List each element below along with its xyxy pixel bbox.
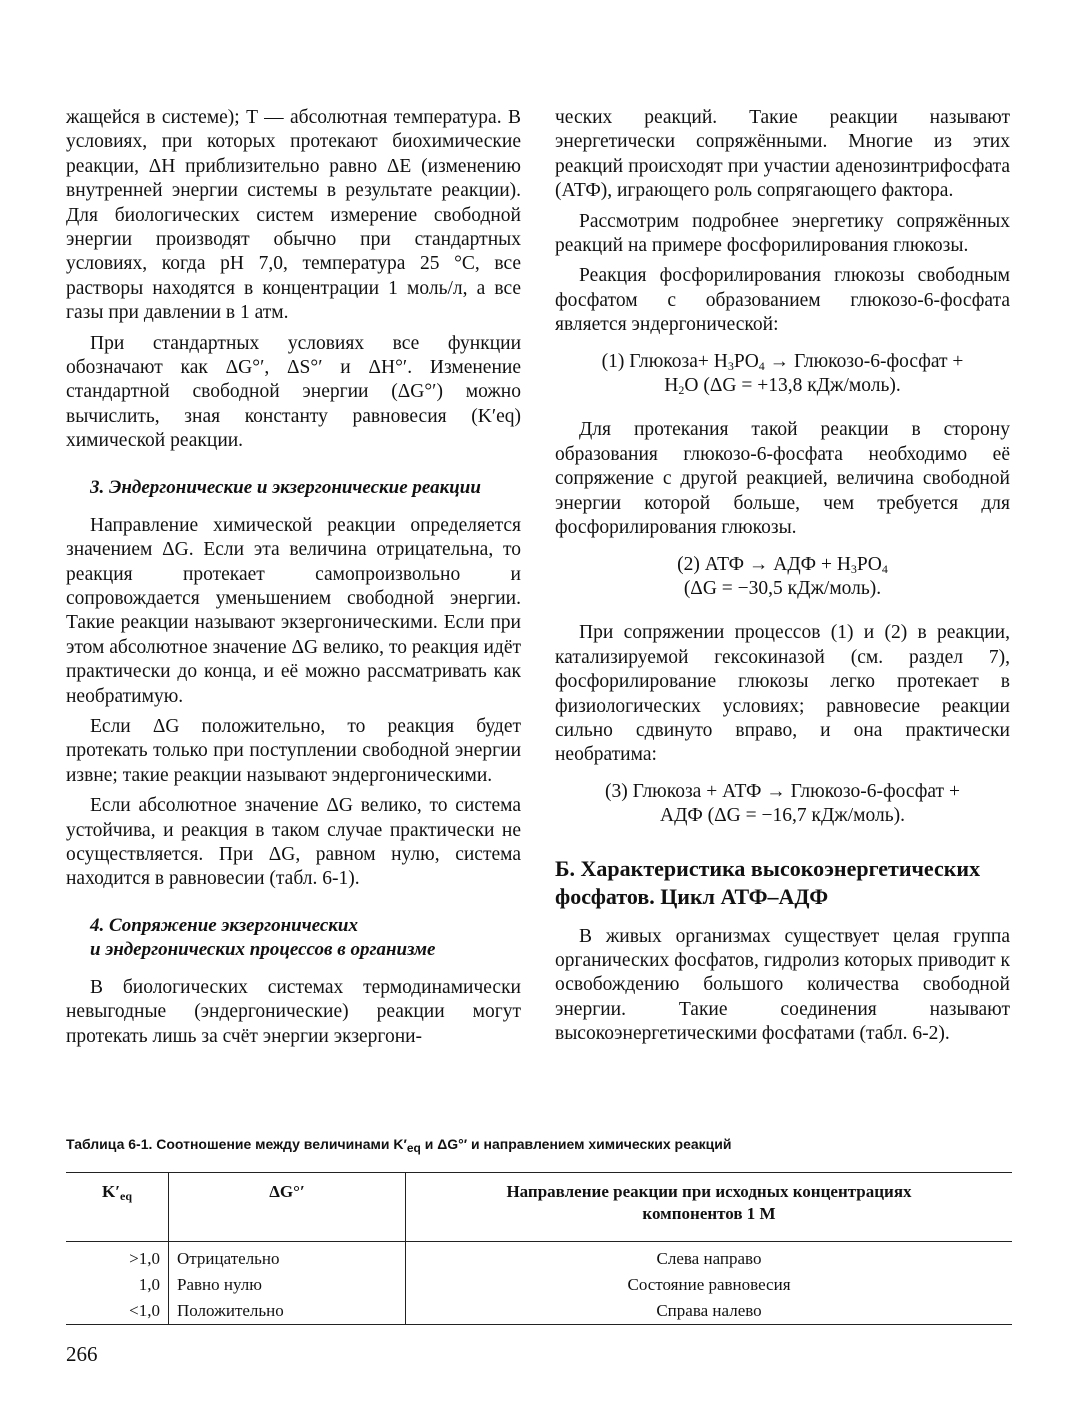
header-text: ΔG°′ bbox=[269, 1182, 305, 1201]
cell-dg: Равно нулю bbox=[169, 1272, 406, 1298]
eq-text: H bbox=[664, 375, 679, 397]
page-number: 266 bbox=[66, 1342, 98, 1366]
header-keq bbox=[66, 1173, 169, 1242]
cell-keq: >1,0 bbox=[129, 1249, 160, 1268]
header-dg bbox=[169, 1173, 406, 1242]
caption-text: Таблица 6-1. Соотношение между величинами K′ bbox=[66, 1136, 407, 1152]
eq-sub: 4 bbox=[881, 561, 888, 576]
right-column bbox=[555, 106, 1010, 1053]
eq-text: АДФ (ΔG = −16,7 кДж/моль). bbox=[659, 805, 906, 827]
header-direction bbox=[406, 1173, 1013, 1242]
paragraph: Для протекания такой реакции в сторону образования глюкозо-6-фосфата необходимо её сопряжение с другой реакцией, величина свободной энергии которой больше, чем требуется для фосфорилирования глюкозы. bbox=[555, 419, 1010, 539]
paragraph: Если ΔG положительно, то реакция будет протекать только при поступлении свободной энергии извне; такие реакции называют эндергоническими. bbox=[66, 715, 521, 786]
eq-sub: 3 bbox=[850, 561, 857, 576]
paragraph: ческих реакций. Такие реакции называют энергетически сопряжёнными. Многие из этих реакций происходят при участии аденозинтрифосфата (АТФ), играющего роль сопрягающего фактора. bbox=[555, 107, 1010, 202]
eq-text: → Глюкозо-6-фосфат + bbox=[764, 350, 964, 372]
equation-3 bbox=[555, 780, 1010, 829]
cell-direction: Справа налево bbox=[406, 1298, 1013, 1325]
eq-sub: 3 bbox=[727, 358, 734, 373]
table-row bbox=[66, 1242, 1012, 1273]
caption-text: и ΔG°′ и направлением химических реакций bbox=[420, 1136, 732, 1152]
eq-text: (2) АТФ → АДФ + H bbox=[677, 553, 851, 575]
heading-line: Б. Характеристика высокоэнергетических bbox=[555, 855, 981, 881]
eq-text: (1) Глюкоза+ H bbox=[601, 350, 728, 372]
eq-text: O (ΔG = +13,8 кДж/моль). bbox=[684, 375, 901, 397]
subsection-heading-4 bbox=[90, 914, 521, 962]
table-header-row bbox=[66, 1173, 1012, 1242]
cell-dg: Положительно bbox=[169, 1298, 406, 1325]
heading-line: и эндергонических процессов в организме bbox=[90, 938, 436, 960]
table-row bbox=[66, 1272, 1012, 1298]
eq-text: (ΔG = −30,5 кДж/моль). bbox=[683, 577, 882, 599]
header-text: K′ bbox=[101, 1182, 120, 1201]
header-text: Направление реакции при исходных концентрациях bbox=[506, 1182, 912, 1201]
section-heading bbox=[555, 855, 1010, 911]
subsection-heading-3: 3. Эндергонические и экзергонические реакции bbox=[90, 476, 481, 498]
paragraph: Если абсолютное значение ΔG велико, то система устойчива, и реакция в таком случае практически не осуществляется. При ΔG, равном нулю, система находится в равновесии (табл. 6-1). bbox=[66, 795, 521, 890]
paragraph: Реакция фосфорилирования глюкозы свободным фосфатом с образованием глюкозо-6-фосфата является эндергонической: bbox=[555, 265, 1010, 336]
caption-sub: eq bbox=[406, 1141, 421, 1155]
paragraph: При сопряжении процессов (1) и (2) в реакции, катализируемой гексокиназой (см. раздел 7), фосфорилирование глюкозы легко протекает в физиологических условиях; равновесие реакции сильно сдвинуто вправо, и она практически необратима: bbox=[555, 622, 1010, 766]
heading-line: 4. Сопряжение экзергонических bbox=[90, 914, 359, 936]
paragraph: жащейся в системе); T — абсолютная температура. В условиях, при которых протекают биохимические реакции, ΔH приблизительно равно ΔE (изменению внутренней энергии системы в результате реакции). Для биологических систем измерение свободной энергии производят обычно при стандартных условиях, когда pH 7,0, температура 25 °C, все растворы находятся в концентрации 1 моль/л, а все газы при давлении в 1 атм. bbox=[66, 107, 521, 324]
cell-keq: 1,0 bbox=[138, 1275, 160, 1294]
table-6-1 bbox=[66, 1172, 1012, 1325]
cell-direction: Состояние равновесия bbox=[406, 1272, 1013, 1298]
eq-sub: 2 bbox=[678, 383, 685, 398]
equation-1 bbox=[555, 350, 1010, 399]
eq-text: PO bbox=[733, 350, 759, 372]
eq-text: (3) Глюкоза + АТФ → Глюкозо-6-фосфат + bbox=[605, 780, 960, 802]
table-caption bbox=[66, 1136, 1016, 1155]
paragraph: Рассмотрим подробнее энергетику сопряжённых реакций на примере фосфорилирования глюкозы. bbox=[555, 210, 1010, 257]
equation-2 bbox=[555, 553, 1010, 602]
eq-sub: 4 bbox=[758, 358, 765, 373]
paragraph: Направление химической реакции определяется значением ΔG. Если эта величина отрицательна, то реакция протекает самопроизвольно и сопровождается уменьшением свободной энергии. Такие реакции называют экзергоническими. Если при этом абсолютное значение ΔG велико, то реакция идёт практически до конца, и её можно рассматривать как необратимую. bbox=[66, 514, 521, 707]
eq-text: PO bbox=[856, 553, 882, 575]
paragraph: При стандартных условиях все функции обозначают как ΔG°′, ΔS°′ и ΔH°′. Изменение стандартной свободной энергии (ΔG°′) можно вычислить, зная константу равновесия (K′eq) химической реакции. bbox=[66, 332, 521, 452]
cell-keq: <1,0 bbox=[129, 1301, 160, 1320]
left-column bbox=[66, 106, 521, 1055]
cell-direction: Слева направо bbox=[406, 1242, 1013, 1273]
paragraph: В биологических системах термодинамически невыгодные (эндергонические) реакции могут протекать лишь за счёт энергии экзергони- bbox=[66, 976, 521, 1047]
table-row bbox=[66, 1298, 1012, 1325]
cell-dg: Отрицательно bbox=[169, 1242, 406, 1273]
heading-line: фосфатов. Цикл АТФ–АДФ bbox=[555, 883, 829, 909]
header-sub: eq bbox=[120, 1189, 132, 1203]
header-text: компонентов 1 М bbox=[642, 1204, 776, 1223]
paragraph: В живых организмах существует целая группа органических фосфатов, гидролиз которых приводит к освобождению большого количества свободной энергии. Такие соединения называют высокоэнергетическими фосфатами (табл. 6-2). bbox=[555, 925, 1010, 1045]
